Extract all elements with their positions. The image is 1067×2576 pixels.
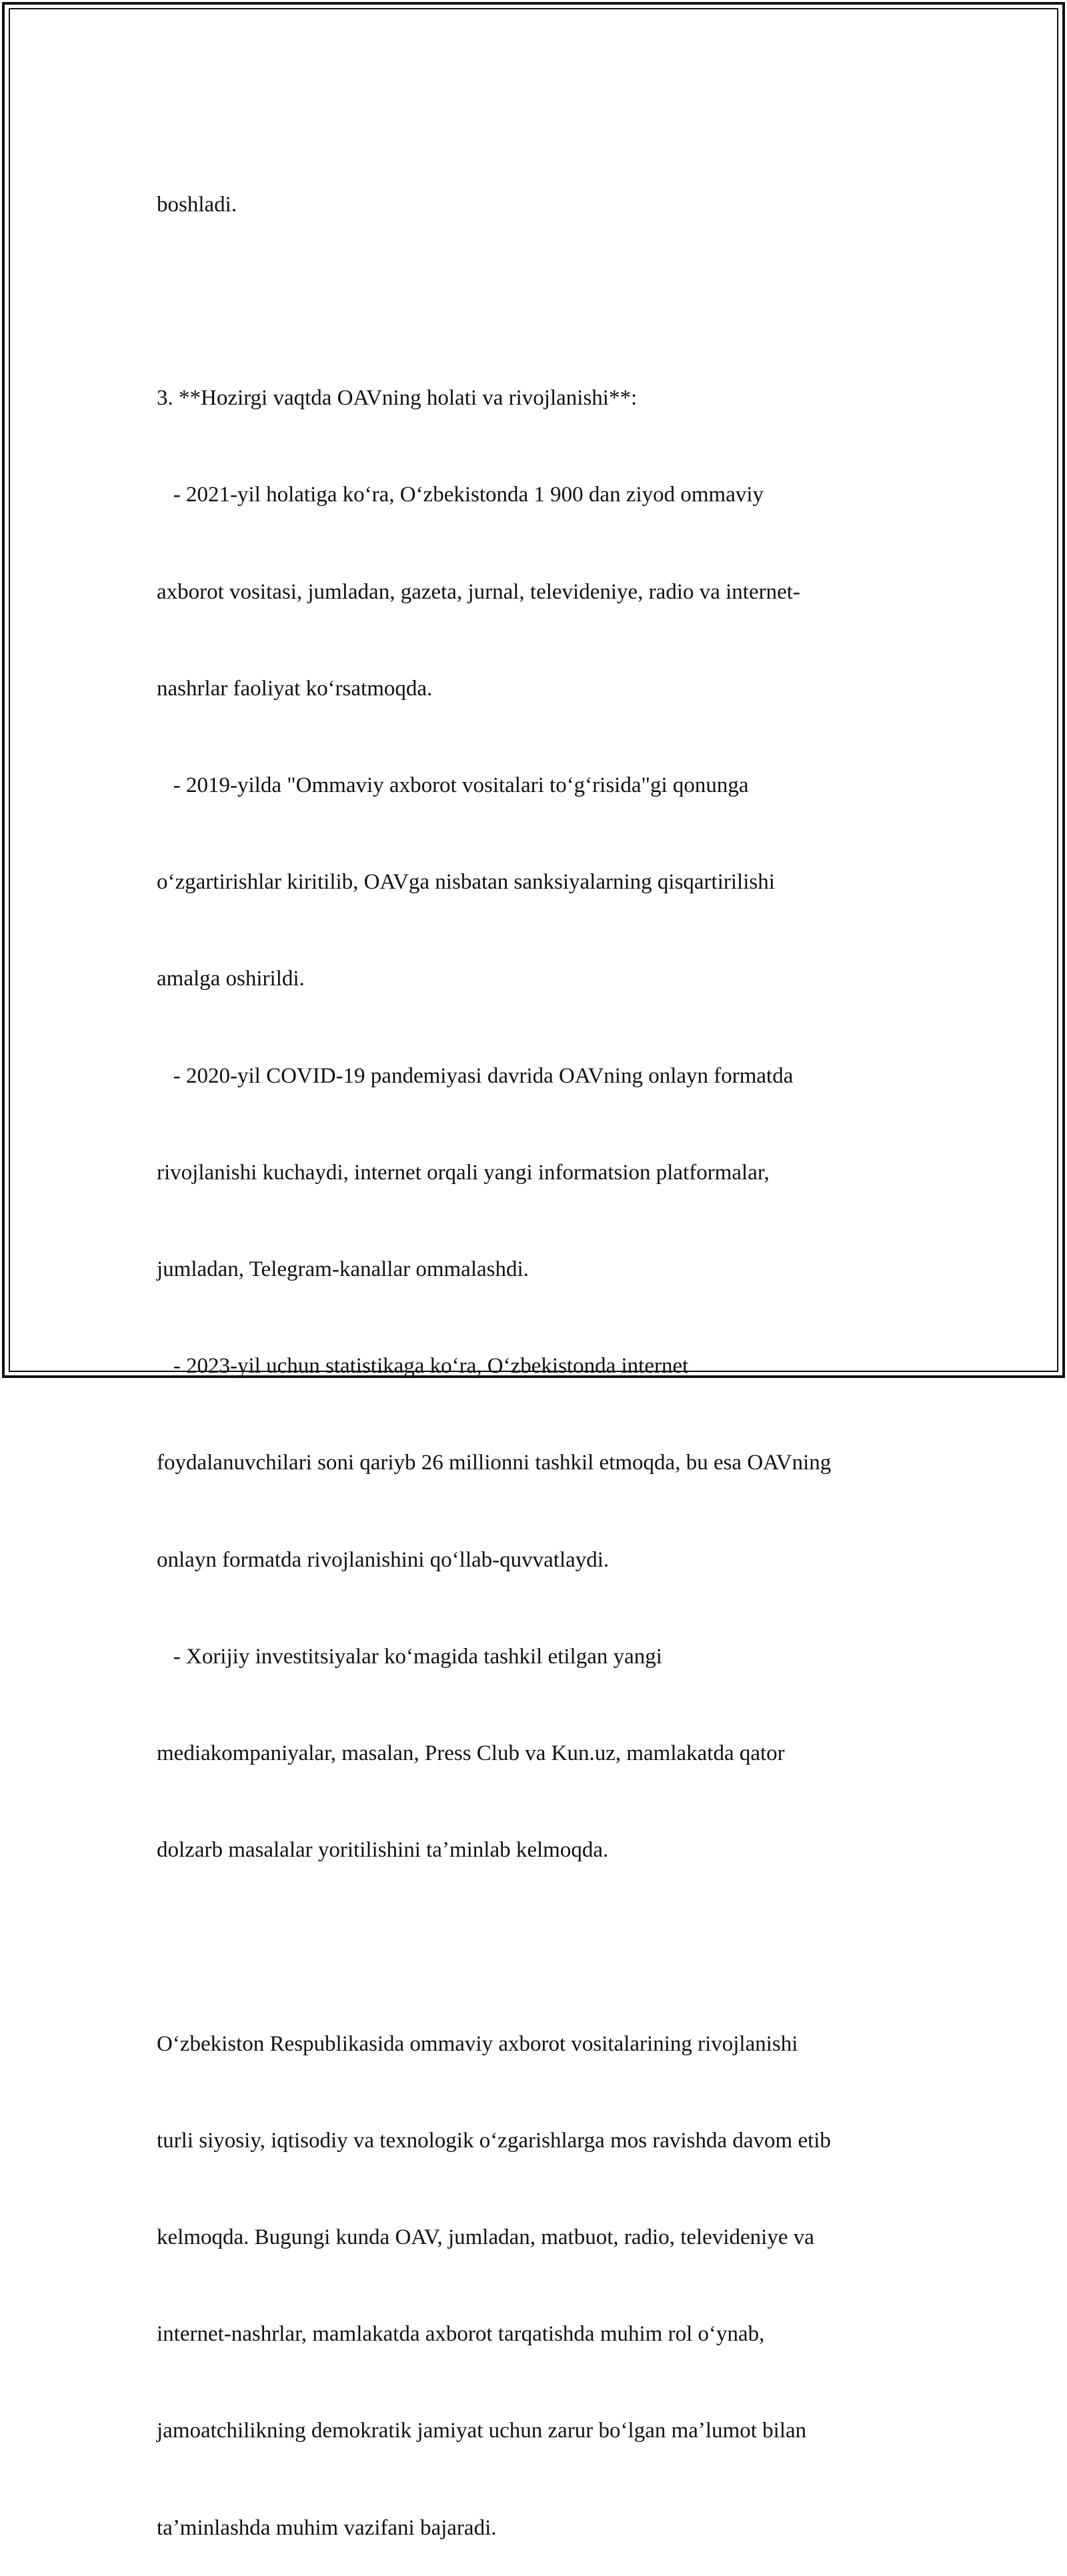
text-line: axborot vositasi, jumladan, gazeta, jurnal, televideniye, radio va internet- xyxy=(157,579,800,604)
blank-line xyxy=(157,1931,930,1963)
text-line: - 2023-yil uchun statistikaga koʻra, Oʻzbekistonda internet xyxy=(157,1354,689,1379)
text-line: - 2020-yil COVID-19 pandemiyasi davrida OAVning onlayn formatda xyxy=(157,1063,794,1088)
text-line: Oʻzbekiston Respublikasida ommaviy axborot vositalarining rivojlanishi xyxy=(157,2031,798,2056)
text-line: - Xorijiy investitsiyalar koʻmagida tashkil etilgan yangi xyxy=(157,1644,662,1669)
text-line: jamoatchilikning demokratik jamiyat uchun zarur boʻlgan maʼlumot bilan xyxy=(157,2419,807,2443)
text-line: nashrlar faoliyat koʻrsatmoqda. xyxy=(157,676,433,701)
text-line: mediakompaniyalar, masalan, Press Club va Kun.uz, mamlakatda qator xyxy=(157,1741,785,1766)
document-body xyxy=(157,124,930,2576)
text-line: dolzarb masalalar yoritilishini taʼminlab kelmoqda. xyxy=(157,1838,609,1863)
text-line: jumladan, Telegram-kanallar ommalashdi. xyxy=(157,1257,529,1282)
text-line: foydalanuvchilari soni qariyb 26 millionni tashkil etmoqda, bu esa OAVning xyxy=(157,1451,832,1475)
blank-line xyxy=(157,285,930,317)
text-line: amalga oshirildi. xyxy=(157,967,305,991)
section-heading: 3. **Hozirgi vaqtda OAVning holati va rivojlanishi**: xyxy=(157,386,638,411)
text-line: internet-nashrlar, mamlakatda axborot tarqatishda muhim rol oʻynab, xyxy=(157,2322,765,2347)
text-line: rivojlanishi kuchaydi, internet orqali yangi informatsion platformalar, xyxy=(157,1160,770,1185)
text-line: taʼminlashda muhim vazifani bajaradi. xyxy=(157,2515,497,2540)
text-line: onlayn formatda rivojlanishini qoʻllab-quvvatlaydi. xyxy=(157,1547,610,1572)
text-line: oʻzgartirishlar kiritilib, OAVga nisbatan sanksiyalarning qisqartirilishi xyxy=(157,870,775,895)
text-line: turli siyosiy, iqtisodiy va texnologik oʻzgarishlarga mos ravishda davom etib xyxy=(157,2128,831,2153)
text-line: - 2019-yilda "Ommaviy axborot vositalari toʻgʻrisida"gi qonunga xyxy=(157,773,749,798)
text-line: kelmoqda. Bugungi kunda OAV, jumladan, matbuot, radio, televideniye va xyxy=(157,2225,814,2250)
text-line: - 2021-yil holatiga koʻra, Oʻzbekistonda 1 900 dan ziyod ommaviy xyxy=(157,483,764,507)
text-line: boshladi. xyxy=(157,192,237,217)
